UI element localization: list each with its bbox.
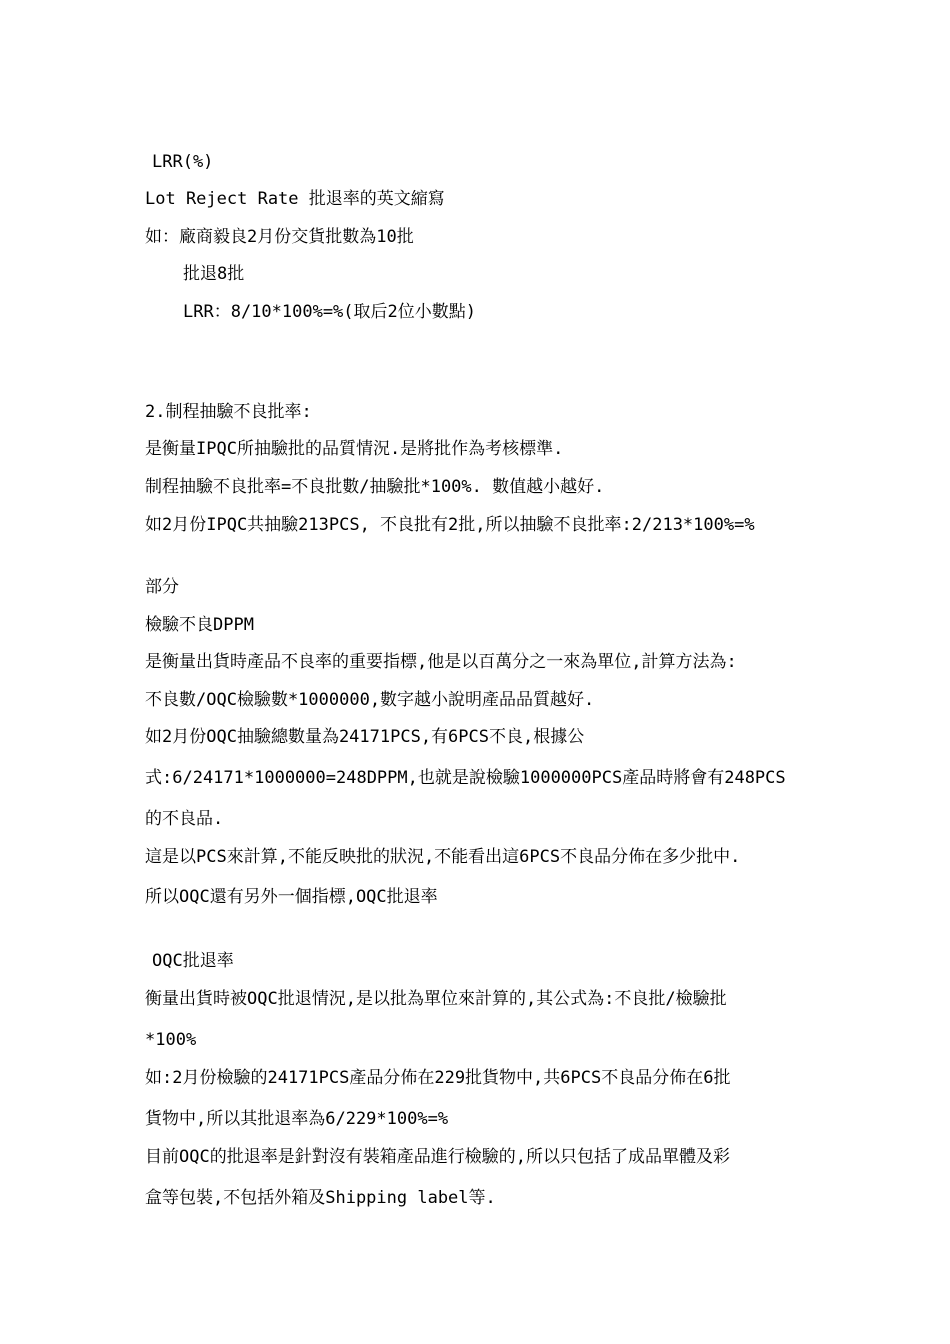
lrr-example: 如：廠商毅良2月份交貨批數為10批 [145, 227, 414, 247]
dppm-line-6: 這是以PCS來計算,不能反映批的狀況,不能看出這6PCS不良品分佈在多少批中. [145, 847, 741, 867]
oqc-heading: OQC批退率 [152, 951, 234, 971]
dppm-part: 部分 [145, 577, 179, 597]
oqc-line-1: 衡量出貨時被OQC批退情況,是以批為單位來計算的,其公式為:不良批/檢驗批 [145, 989, 727, 1009]
oqc-line-5: 目前OQC的批退率是針對沒有裝箱產品進行檢驗的,所以只包括了成品單體及彩 [145, 1147, 730, 1167]
dppm-line-5: 的不良品. [145, 809, 224, 829]
ipqc-heading: 2.制程抽驗不良批率: [145, 402, 312, 422]
dppm-line-4: 式:6/24171*1000000=248DPPM,也就是說檢驗1000000PCS產品時將會有248PCS [145, 768, 786, 788]
dppm-line-7: 所以OQC還有另外一個指標,OQC批退率 [145, 887, 438, 907]
lrr-rejected: 批退8批 [183, 264, 245, 284]
lrr-definition: Lot Reject Rate 批退率的英文縮寫 [145, 189, 445, 209]
ipqc-line-1: 是衡量IPQC所抽驗批的品質情況.是將批作為考核標準. [145, 439, 564, 459]
oqc-line-3: 如:2月份檢驗的24171PCS產品分佈在229批貨物中,共6PCS不良品分佈在6批 [145, 1068, 731, 1088]
oqc-line-6: 盒等包裝,不包括外箱及Shipping label等. [145, 1188, 496, 1208]
ipqc-line-3: 如2月份IPQC共抽驗213PCS, 不良批有2批,所以抽驗不良批率:2/213*100%=% [145, 515, 755, 535]
dppm-line-1: 是衡量出貨時產品不良率的重要指標,他是以百萬分之一來為單位,計算方法為: [145, 652, 737, 672]
dppm-line-2: 不良數/OQC檢驗數*1000000,數字越小說明產品品質越好. [145, 690, 595, 710]
lrr-formula: LRR：8/10*100%=%(取后2位小數點) [183, 302, 476, 322]
dppm-line-3: 如2月份OQC抽驗總數量為24171PCS,有6PCS不良,根據公 [145, 727, 585, 747]
ipqc-line-2: 制程抽驗不良批率=不良批數/抽驗批*100%. 數值越小越好. [145, 477, 605, 497]
dppm-heading: 檢驗不良DPPM [145, 615, 254, 635]
oqc-line-2: *100% [145, 1030, 197, 1050]
oqc-line-4: 貨物中,所以其批退率為6/229*100%=% [145, 1109, 449, 1129]
lrr-heading: LRR(%) [152, 152, 214, 172]
